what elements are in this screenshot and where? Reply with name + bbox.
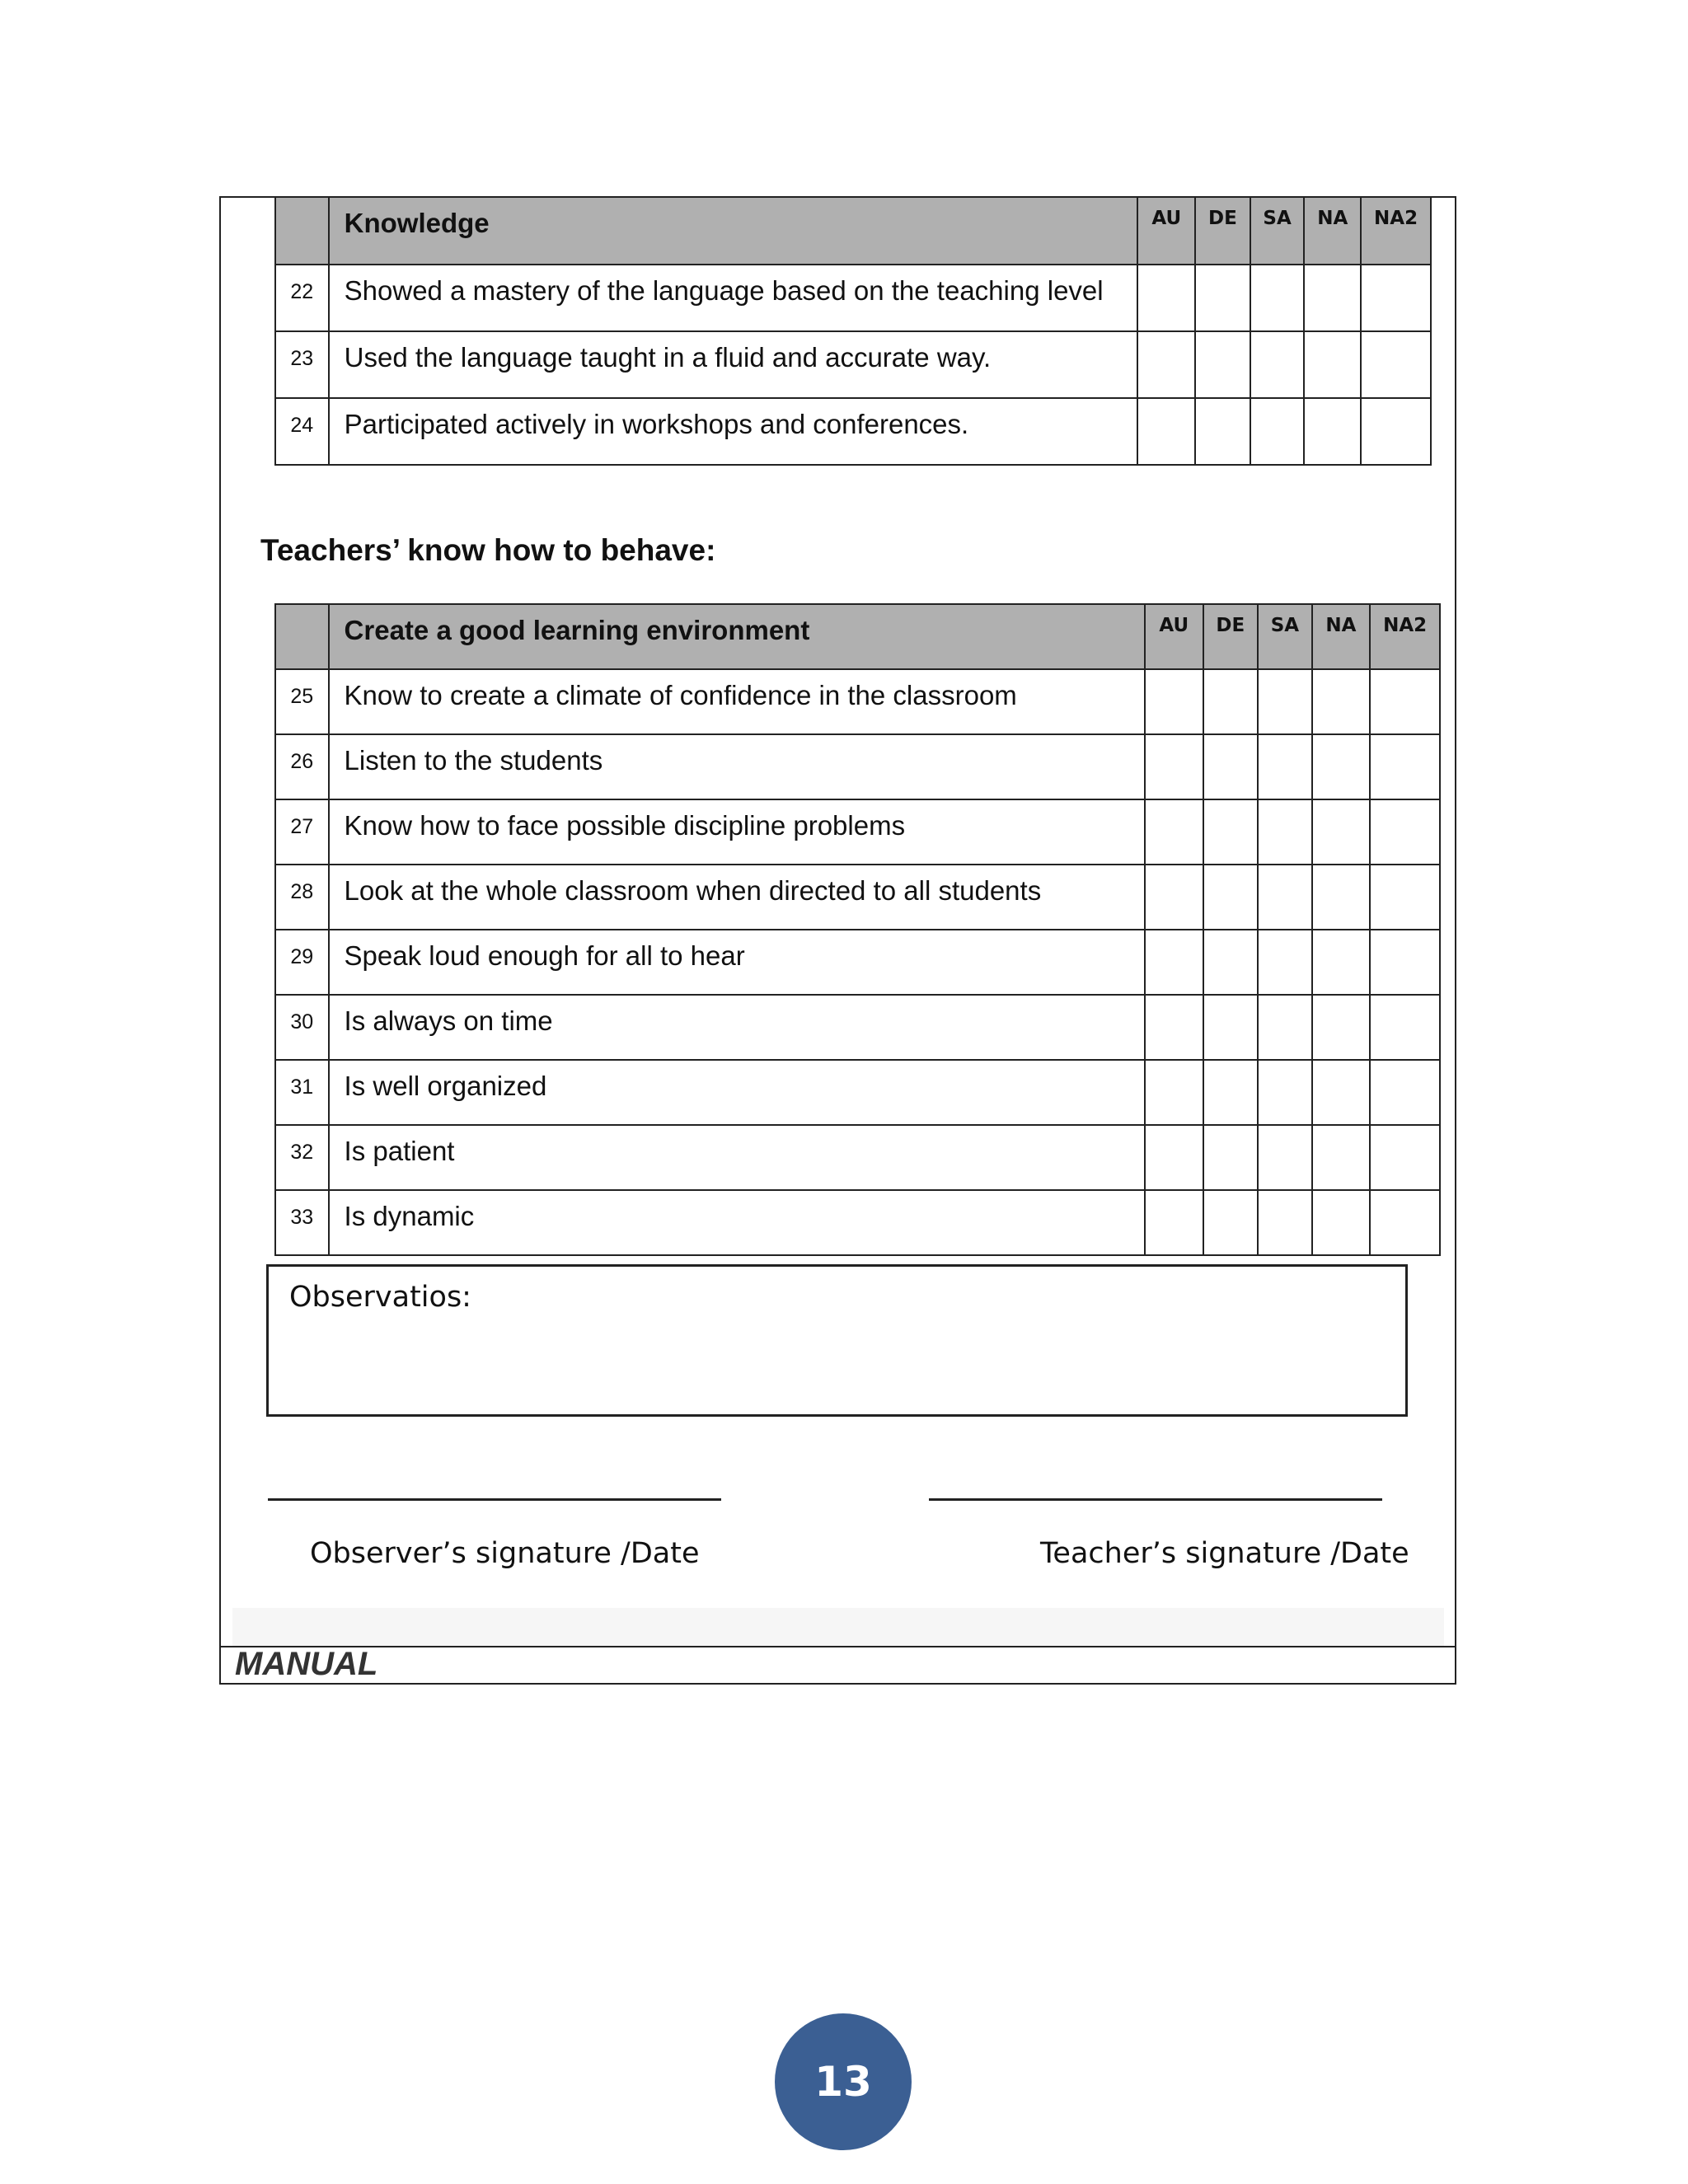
rating-cell-na[interactable] (1312, 799, 1371, 865)
rating-cell-na[interactable] (1312, 1190, 1371, 1255)
row-text: Look at the whole classroom when directed to all students (329, 865, 1145, 930)
row-number: 24 (275, 398, 329, 465)
footer-manual-label: MANUAL (235, 1646, 378, 1682)
row-text: Is dynamic (329, 1190, 1145, 1255)
row-number: 25 (275, 669, 329, 734)
rating-cell-de[interactable] (1195, 331, 1250, 398)
rating-cell-na[interactable] (1312, 669, 1371, 734)
table-header-row (275, 604, 1440, 669)
rating-cell-na[interactable] (1312, 1125, 1371, 1190)
rating-cell-de[interactable] (1195, 265, 1250, 331)
rating-cell-de[interactable] (1203, 930, 1259, 995)
rating-cell-de[interactable] (1203, 734, 1259, 799)
column-header-sa: SA (1250, 197, 1305, 265)
row-text: Showed a mastery of the language based on the teaching level (329, 265, 1138, 331)
row-number: 22 (275, 265, 329, 331)
rating-cell-sa[interactable] (1258, 1190, 1312, 1255)
table-row (275, 734, 1440, 799)
observations-box[interactable] (266, 1264, 1408, 1417)
table-row (275, 995, 1440, 1060)
rating-cell-de[interactable] (1203, 669, 1259, 734)
row-number: 29 (275, 930, 329, 995)
rating-cell-sa[interactable] (1250, 265, 1305, 331)
rating-cell-au[interactable] (1145, 799, 1203, 865)
column-header-de: DE (1195, 197, 1250, 265)
rating-cell-de[interactable] (1203, 865, 1259, 930)
table-row (275, 1060, 1440, 1125)
table-row (275, 930, 1440, 995)
row-text: Listen to the students (329, 734, 1145, 799)
rating-cell-na2[interactable] (1370, 669, 1440, 734)
table-row (275, 865, 1440, 930)
rating-cell-de[interactable] (1203, 799, 1259, 865)
header-num-cell (275, 197, 329, 265)
table-row (275, 669, 1440, 734)
row-text: Speak loud enough for all to hear (329, 930, 1145, 995)
column-header-na: NA (1304, 197, 1361, 265)
row-number: 23 (275, 331, 329, 398)
rating-cell-au[interactable] (1145, 865, 1203, 930)
table-row (275, 1125, 1440, 1190)
row-number: 32 (275, 1125, 329, 1190)
section-title: Knowledge (329, 197, 1138, 265)
rating-cell-au[interactable] (1145, 734, 1203, 799)
rating-cell-au[interactable] (1145, 1060, 1203, 1125)
footer-divider (219, 1646, 1456, 1647)
rating-cell-na2[interactable] (1370, 1060, 1440, 1125)
column-header-au: AU (1137, 197, 1195, 265)
rating-cell-na[interactable] (1304, 265, 1361, 331)
knowledge-table (274, 196, 1432, 466)
rating-cell-na[interactable] (1304, 398, 1361, 465)
teacher-signature-label: Teacher’s signature /Date (1040, 1537, 1409, 1570)
column-header-na: NA (1312, 604, 1371, 669)
rating-cell-na2[interactable] (1361, 398, 1431, 465)
column-header-au: AU (1145, 604, 1203, 669)
rating-cell-sa[interactable] (1258, 1125, 1312, 1190)
rating-cell-au[interactable] (1145, 930, 1203, 995)
rating-cell-na2[interactable] (1361, 265, 1431, 331)
table-header-row (275, 197, 1431, 265)
row-text: Is patient (329, 1125, 1145, 1190)
rating-cell-de[interactable] (1203, 995, 1259, 1060)
section-heading: Teachers’ know how to behave: (260, 533, 716, 567)
table-row (275, 331, 1431, 398)
rating-cell-sa[interactable] (1250, 398, 1305, 465)
rating-cell-de[interactable] (1203, 1060, 1259, 1125)
learning-environment-table (274, 603, 1441, 1256)
row-number: 28 (275, 865, 329, 930)
row-text: Know to create a climate of confidence in the classroom (329, 669, 1145, 734)
rating-cell-na2[interactable] (1370, 865, 1440, 930)
rating-cell-na[interactable] (1312, 1060, 1371, 1125)
row-text: Used the language taught in a fluid and accurate way. (329, 331, 1138, 398)
section-title: Create a good learning environment (329, 604, 1145, 669)
page-number: 13 (814, 2058, 872, 2106)
rating-cell-sa[interactable] (1258, 995, 1312, 1060)
table-row (275, 799, 1440, 865)
rating-cell-na[interactable] (1312, 865, 1371, 930)
column-header-na2: NA2 (1370, 604, 1440, 669)
row-text: Know how to face possible discipline problems (329, 799, 1145, 865)
rating-cell-na[interactable] (1312, 930, 1371, 995)
rating-cell-na2[interactable] (1370, 930, 1440, 995)
table-row (275, 265, 1431, 331)
page-number-badge (775, 2013, 912, 2150)
rating-cell-sa[interactable] (1258, 734, 1312, 799)
observer-signature-line[interactable] (268, 1498, 721, 1501)
rating-cell-na[interactable] (1304, 331, 1361, 398)
column-header-sa: SA (1258, 604, 1312, 669)
row-text: Participated actively in workshops and conferences. (329, 398, 1138, 465)
rating-cell-au[interactable] (1145, 669, 1203, 734)
rating-cell-na2[interactable] (1370, 734, 1440, 799)
row-text: Is always on time (329, 995, 1145, 1060)
rating-cell-sa[interactable] (1258, 930, 1312, 995)
rating-cell-de[interactable] (1203, 1190, 1259, 1255)
observer-signature-label: Observer’s signature /Date (310, 1537, 700, 1570)
rating-cell-au[interactable] (1137, 265, 1195, 331)
row-number: 26 (275, 734, 329, 799)
rating-cell-na[interactable] (1312, 995, 1371, 1060)
rating-cell-sa[interactable] (1258, 799, 1312, 865)
row-number: 27 (275, 799, 329, 865)
footer-band (232, 1608, 1444, 1646)
row-number: 30 (275, 995, 329, 1060)
table-row (275, 1190, 1440, 1255)
row-number: 33 (275, 1190, 329, 1255)
rating-cell-sa[interactable] (1258, 1060, 1312, 1125)
teacher-signature-line[interactable] (929, 1498, 1382, 1501)
rating-cell-na2[interactable] (1370, 1190, 1440, 1255)
rating-cell-sa[interactable] (1258, 865, 1312, 930)
rating-cell-au[interactable] (1145, 1125, 1203, 1190)
column-header-na2: NA2 (1361, 197, 1431, 265)
header-num-cell (275, 604, 329, 669)
rating-cell-sa[interactable] (1250, 331, 1305, 398)
row-number: 31 (275, 1060, 329, 1125)
rating-cell-au[interactable] (1137, 398, 1195, 465)
rating-cell-na2[interactable] (1370, 1125, 1440, 1190)
rating-cell-au[interactable] (1145, 995, 1203, 1060)
observations-label: Observatios: (289, 1281, 471, 1314)
rating-cell-na2[interactable] (1370, 799, 1440, 865)
rating-cell-de[interactable] (1203, 1125, 1259, 1190)
row-text: Is well organized (329, 1060, 1145, 1125)
rating-cell-na2[interactable] (1370, 995, 1440, 1060)
rating-cell-sa[interactable] (1258, 669, 1312, 734)
rating-cell-de[interactable] (1195, 398, 1250, 465)
rating-cell-na2[interactable] (1361, 331, 1431, 398)
rating-cell-au[interactable] (1137, 331, 1195, 398)
rating-cell-na[interactable] (1312, 734, 1371, 799)
table-row (275, 398, 1431, 465)
rating-cell-au[interactable] (1145, 1190, 1203, 1255)
column-header-de: DE (1203, 604, 1259, 669)
